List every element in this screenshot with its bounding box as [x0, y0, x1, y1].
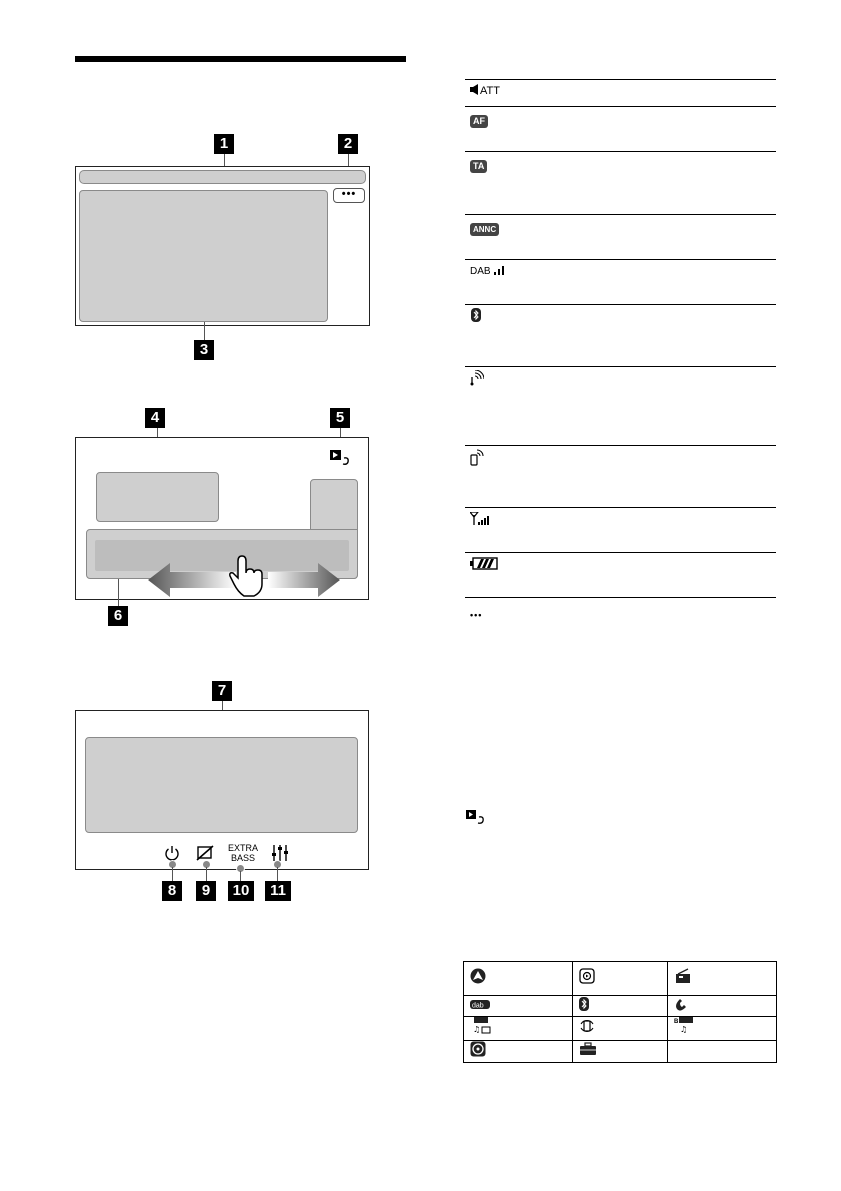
table-row	[464, 1017, 777, 1041]
hand-swipe-icon	[228, 553, 268, 597]
display-off-icon[interactable]	[196, 845, 214, 861]
svg-text:dab: dab	[472, 1002, 484, 1010]
callout-3: 3	[194, 340, 214, 360]
table-row	[464, 996, 777, 1017]
af-badge-icon	[470, 111, 488, 129]
ta-label: TA	[470, 160, 487, 173]
android-auto-icon	[470, 968, 486, 984]
callout-7: 7	[212, 681, 232, 701]
table-row	[464, 962, 777, 996]
legend-divider	[465, 79, 776, 80]
title-bar-area	[79, 170, 366, 184]
legend-divider	[465, 552, 776, 553]
callout-4: 4	[145, 408, 165, 428]
legend-divider	[465, 259, 776, 260]
legend-divider	[465, 151, 776, 152]
legend-divider	[465, 445, 776, 446]
extra-bass-button[interactable]: EXTRA BASS	[228, 843, 259, 863]
callout-10: 10	[228, 881, 254, 901]
callout-1: 1	[214, 134, 234, 154]
callout-2: 2	[338, 134, 358, 154]
display-area	[85, 737, 358, 833]
callout-6: 6	[108, 606, 128, 626]
album-art-area	[96, 472, 219, 522]
svg-text:♫: ♫	[473, 1025, 481, 1034]
leader-line	[240, 871, 241, 881]
table-row	[464, 1041, 777, 1063]
annc-label: ANNC	[470, 223, 499, 236]
phone-icon	[674, 997, 688, 1011]
callout-9: 9	[196, 881, 216, 901]
playback-return-icon	[466, 809, 488, 825]
main-display-area	[79, 190, 328, 322]
bluetooth-audio-icon	[579, 997, 589, 1011]
carplay-icon	[579, 968, 595, 984]
leader-line	[206, 867, 207, 881]
table-cell	[667, 1017, 776, 1041]
audio-stream-icon	[470, 370, 484, 386]
table-cell	[464, 962, 573, 996]
callout-5: 5	[330, 408, 350, 428]
table-cell	[667, 996, 776, 1017]
swipe-left-arrow-icon	[148, 563, 238, 597]
options-button[interactable]: •••	[333, 188, 365, 203]
table-cell	[464, 1041, 573, 1063]
legend-divider	[465, 106, 776, 107]
leader-line	[277, 867, 278, 881]
leader-line	[118, 579, 119, 607]
ta-badge-icon	[470, 156, 487, 174]
disc-icon	[470, 1041, 486, 1057]
callout-11: 11	[265, 881, 291, 901]
table-cell	[573, 996, 667, 1017]
svg-text:B: B	[673, 1019, 678, 1025]
legend-divider	[465, 214, 776, 215]
app-remote-icon	[579, 1018, 595, 1034]
dab-icon	[470, 998, 490, 1010]
svg-text:♫: ♫	[679, 1025, 687, 1034]
dab-signal-icon	[470, 265, 505, 277]
callout-8: 8	[162, 881, 182, 901]
legend-divider	[465, 304, 776, 305]
table-cell	[464, 996, 573, 1017]
table-cell	[667, 962, 776, 996]
legend-divider	[465, 507, 776, 508]
legend-divider	[465, 597, 776, 598]
table-cell	[464, 1017, 573, 1041]
table-cell	[573, 1041, 667, 1063]
bluetooth-icon	[471, 308, 481, 322]
battery-icon	[470, 557, 498, 570]
section-title-bar	[75, 56, 406, 62]
swipe-right-arrow-icon	[268, 563, 340, 597]
dab-label: DAB	[470, 266, 491, 277]
source-icon-table	[463, 961, 777, 1063]
bt-music-icon	[674, 1017, 696, 1035]
usb-music-icon	[470, 1017, 492, 1035]
table-cell	[667, 1041, 776, 1063]
antenna-signal-icon	[470, 512, 492, 526]
speaker-att-icon	[470, 84, 500, 97]
tuner-icon	[674, 968, 692, 984]
annc-badge-icon	[470, 219, 499, 237]
legend-divider	[465, 366, 776, 367]
playback-return-icon[interactable]	[330, 448, 352, 466]
table-cell	[573, 962, 667, 996]
table-cell	[573, 1017, 667, 1041]
af-label: AF	[470, 115, 488, 128]
phone-signal-icon	[470, 449, 484, 467]
att-label: ATT	[480, 85, 500, 97]
leader-line	[204, 322, 205, 340]
ellipsis-icon: •••	[470, 610, 483, 620]
settings-toolbox-icon	[579, 1042, 597, 1056]
leader-line	[172, 867, 173, 881]
